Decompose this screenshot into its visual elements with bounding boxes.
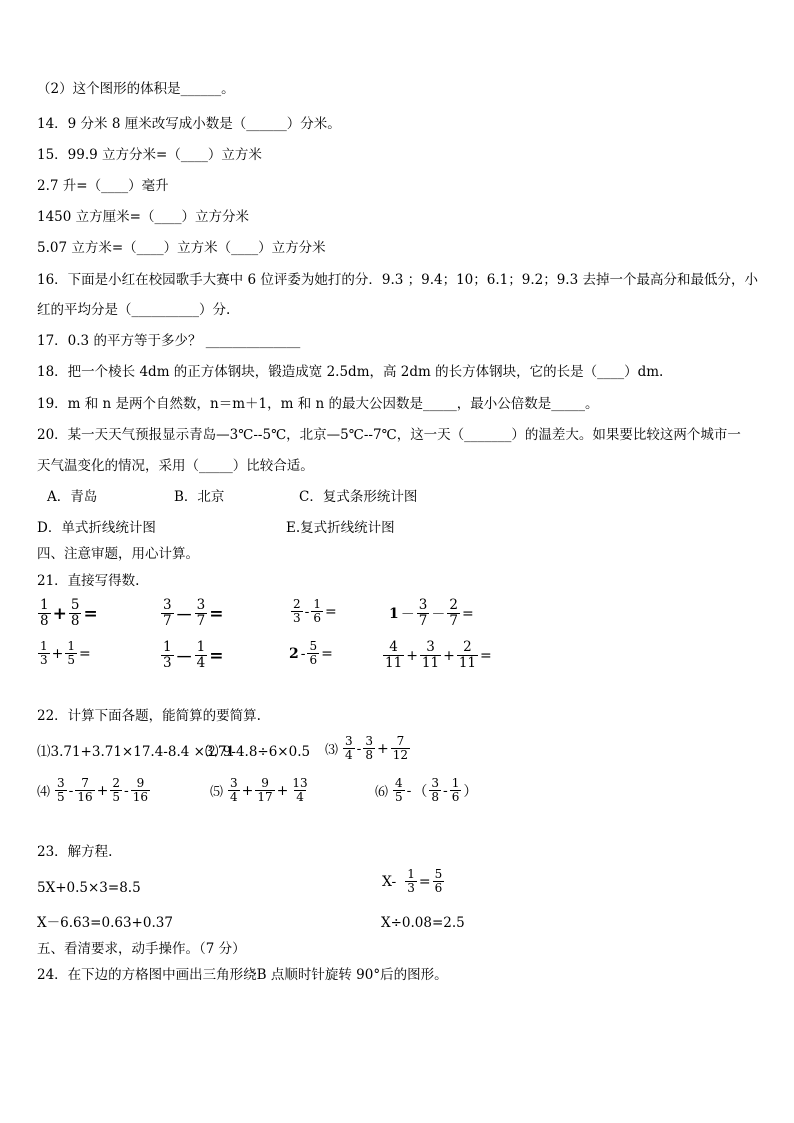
fraction [195, 640, 208, 671]
operator: = [321, 645, 333, 662]
q21-expr-r1c1 [37, 598, 99, 629]
operator: - [406, 782, 412, 799]
denominator: 17 [257, 790, 273, 804]
denominator: 7 [163, 613, 172, 629]
question-15-b: 2.7 升=（____）毫升 [37, 178, 169, 194]
operator: + [443, 647, 455, 664]
equation-1: 5X+0.5×3=8.5 [37, 880, 141, 896]
operator: - [68, 782, 74, 799]
operator: + [96, 782, 109, 799]
question-16-line1: 16．下面是小红在校园歌手大赛中 6 位评委为她打的分．9.3 ；9.4；10；6.1；9.2；9.3 去掉一个最高分和最低分，小 [37, 272, 758, 288]
numerator: 3 [365, 734, 374, 748]
fraction [429, 777, 441, 804]
denominator: 8 [40, 613, 49, 629]
fraction [255, 777, 274, 804]
denominator: 8 [431, 790, 440, 804]
q22-problem-6 [375, 777, 478, 804]
denominator: 4 [345, 748, 353, 762]
numerator: 1 [407, 867, 415, 881]
option-e: E.复式折线统计图 [286, 520, 395, 536]
fraction [420, 640, 441, 671]
operator: 1 [389, 605, 399, 622]
denominator: 11 [421, 655, 440, 671]
numerator: 3 [230, 776, 238, 790]
fraction [450, 777, 462, 804]
q21-expr-r2c1 [37, 640, 92, 667]
operator: = [418, 873, 431, 890]
question-15-d: 5.07 立方米=（____）立方米（____）立方分米 [37, 240, 326, 256]
q22-problem-1: ⑴3.71+3.71×17.4-8.4 ×3.71 [37, 744, 235, 760]
numerator: 5 [434, 867, 443, 881]
fraction [433, 868, 445, 895]
fraction [383, 640, 404, 671]
operator: + [241, 782, 254, 799]
operator: = [325, 603, 337, 620]
operator: X- [382, 873, 397, 890]
operator: - [356, 740, 362, 757]
question-20-line1: 20．某一天天气预报显示青岛—3℃--5℃，北京—5℃--7℃，这一天（_______）的温差大。如果要比较这两个城市一 [37, 427, 741, 443]
denominator: 3 [40, 653, 48, 667]
operator: - [443, 782, 448, 799]
q21-expr-r1c3 [290, 598, 338, 625]
denominator: 16 [77, 790, 93, 804]
numerator: 2 [449, 597, 458, 613]
problem-number: ⑸ [210, 785, 224, 800]
fraction [290, 777, 309, 804]
operator: = [209, 603, 224, 624]
q21-expr-r2c4 [382, 640, 493, 671]
question-21: 21．直接写得数. [37, 573, 140, 589]
fraction [457, 640, 478, 671]
problem-number: ⑹ [375, 785, 389, 800]
operator: = [79, 645, 91, 662]
fraction [131, 777, 150, 804]
fraction [363, 735, 375, 762]
denominator: 3 [163, 655, 172, 671]
fraction [65, 640, 77, 667]
numerator: 7 [81, 776, 89, 790]
numerator: 3 [431, 776, 440, 790]
q21-expr-r1c4 [388, 598, 475, 629]
denominator: 4 [196, 655, 206, 671]
fraction [161, 598, 174, 629]
denominator: 4 [230, 790, 238, 804]
fraction [228, 777, 240, 804]
numerator: 3 [426, 639, 435, 655]
fraction [38, 640, 50, 667]
numerator: 3 [345, 734, 353, 748]
q22-problem-4 [37, 777, 151, 804]
denominator: 3 [293, 611, 301, 625]
denominator: 5 [57, 790, 65, 804]
operator: + [52, 603, 67, 624]
denominator: 6 [309, 653, 318, 667]
numerator: 3 [196, 597, 206, 613]
fraction [417, 598, 430, 629]
numerator: 5 [70, 597, 80, 613]
numerator: 9 [136, 776, 145, 790]
operator: + [276, 782, 289, 799]
denominator: 7 [418, 613, 428, 629]
operator: － [400, 606, 415, 623]
option-d: D．单式折线统计图 [37, 520, 156, 536]
section-5-heading: 五、看清要求，动手操作。（7 分） [37, 941, 246, 957]
numerator: 9 [261, 776, 269, 790]
operator: + [377, 740, 389, 757]
numerator: 1 [196, 639, 206, 655]
question-15-a: 15．99.9 立方分米=（____）立方米 [37, 147, 262, 163]
question-17: 17．0.3 的平方等于多少？ ______________ [37, 333, 301, 349]
operator: = [480, 647, 492, 664]
operator: 2 [289, 645, 299, 662]
denominator: 8 [70, 613, 80, 629]
operator: = [461, 605, 474, 622]
fraction [291, 598, 303, 625]
q22-problem-3 [325, 735, 411, 762]
denominator: 5 [67, 653, 76, 667]
numerator: 5 [309, 639, 318, 653]
fraction [69, 598, 82, 629]
numerator: 1 [67, 639, 76, 653]
denominator: 6 [434, 881, 443, 895]
fraction [447, 598, 460, 629]
operator: ） [463, 783, 478, 800]
fraction [55, 777, 67, 804]
question-20-line2: 天气温变化的情况，采用（_____）比较合适。 [37, 458, 314, 474]
numerator: 2 [293, 597, 301, 611]
numerator: 1 [451, 776, 460, 790]
denominator: 5 [395, 790, 403, 804]
fraction [391, 735, 410, 762]
numerator: 1 [40, 597, 49, 613]
fraction [343, 735, 355, 762]
q21-expr-r2c2 [160, 640, 224, 671]
numerator: 3 [418, 597, 428, 613]
question-19: 19．m 和 n 是两个自然数，n＝m＋1，m 和 n 的最大公因数是_____，最小公倍数是_____。 [37, 396, 599, 412]
operator: - [300, 645, 306, 662]
option-c: C．复式条形统计图 [299, 489, 418, 505]
operator: － [175, 606, 193, 626]
numerator: 4 [389, 639, 398, 655]
numerator: 4 [395, 776, 403, 790]
numerator: 3 [163, 597, 172, 613]
equation-3: X－6.63=0.63+0.37 [37, 915, 173, 931]
numerator: 3 [57, 776, 65, 790]
problem-number: ⑷ [37, 785, 51, 800]
question-24: 24．在下边的方格图中画出三角形绕B 点顺时针旋转 90°后的图形。 [37, 967, 448, 983]
q21-expr-r1c2 [160, 598, 224, 629]
equation-4: X÷0.08=2.5 [381, 915, 465, 931]
q22-problem-2: ⑵ 9-4.8÷6×0.5 [205, 744, 311, 760]
equation-2 [381, 868, 445, 895]
denominator: 12 [392, 748, 409, 762]
fraction [307, 640, 319, 667]
operator: + [406, 647, 418, 664]
operator: - [304, 603, 310, 620]
fraction [75, 777, 94, 804]
q22-problem-5 [210, 777, 311, 804]
question-16-line2: 红的平均分是（__________）分. [37, 302, 231, 318]
question-22: 22．计算下面各题，能简算的要简算. [37, 708, 261, 724]
question-15-c: 1450 立方厘米=（____）立方分米 [37, 209, 249, 225]
numerator: 13 [292, 776, 308, 790]
denominator: 5 [112, 790, 121, 804]
operator: （ [413, 783, 428, 800]
denominator: 11 [458, 655, 477, 671]
operator: - [124, 782, 129, 799]
fraction [161, 640, 174, 671]
denominator: 6 [451, 790, 460, 804]
fraction [195, 598, 208, 629]
denominator: 3 [407, 881, 415, 895]
question-14: 14．9 分米 8 厘米改写成小数是（______）分米。 [37, 116, 341, 132]
problem-number: ⑶ [325, 743, 339, 758]
denominator: 11 [385, 655, 403, 671]
q13-part2: （2）这个图形的体积是______。 [37, 81, 235, 97]
operator: － [175, 648, 193, 668]
option-a: A．青岛 [47, 489, 98, 505]
operator: + [51, 645, 64, 662]
denominator: 4 [296, 790, 304, 804]
denominator: 7 [196, 613, 206, 629]
q21-expr-r2c3 [288, 640, 334, 667]
denominator: 16 [132, 790, 149, 804]
fraction [110, 777, 122, 804]
question-18: 18．把一个棱长 4dm 的正方体钢块，锻造成宽 2.5dm，高 2dm 的长方体钢块，它的长是（____）dm. [37, 364, 664, 380]
fraction [311, 598, 323, 625]
numerator: 1 [163, 639, 172, 655]
fraction [405, 868, 417, 895]
denominator: 7 [449, 613, 458, 629]
question-23: 23．解方程. [37, 844, 113, 860]
option-b: B．北京 [174, 489, 225, 505]
numerator: 2 [112, 776, 121, 790]
operator: － [431, 606, 446, 623]
numerator: 7 [396, 734, 405, 748]
denominator: 6 [313, 611, 322, 625]
numerator: 1 [40, 639, 48, 653]
numerator: 1 [313, 597, 322, 611]
denominator: 8 [365, 748, 374, 762]
section-4-heading: 四、注意审题，用心计算。 [37, 546, 199, 562]
numerator: 2 [463, 639, 472, 655]
operator: = [83, 603, 98, 624]
operator: = [209, 645, 224, 666]
fraction [38, 598, 51, 629]
fraction [393, 777, 405, 804]
